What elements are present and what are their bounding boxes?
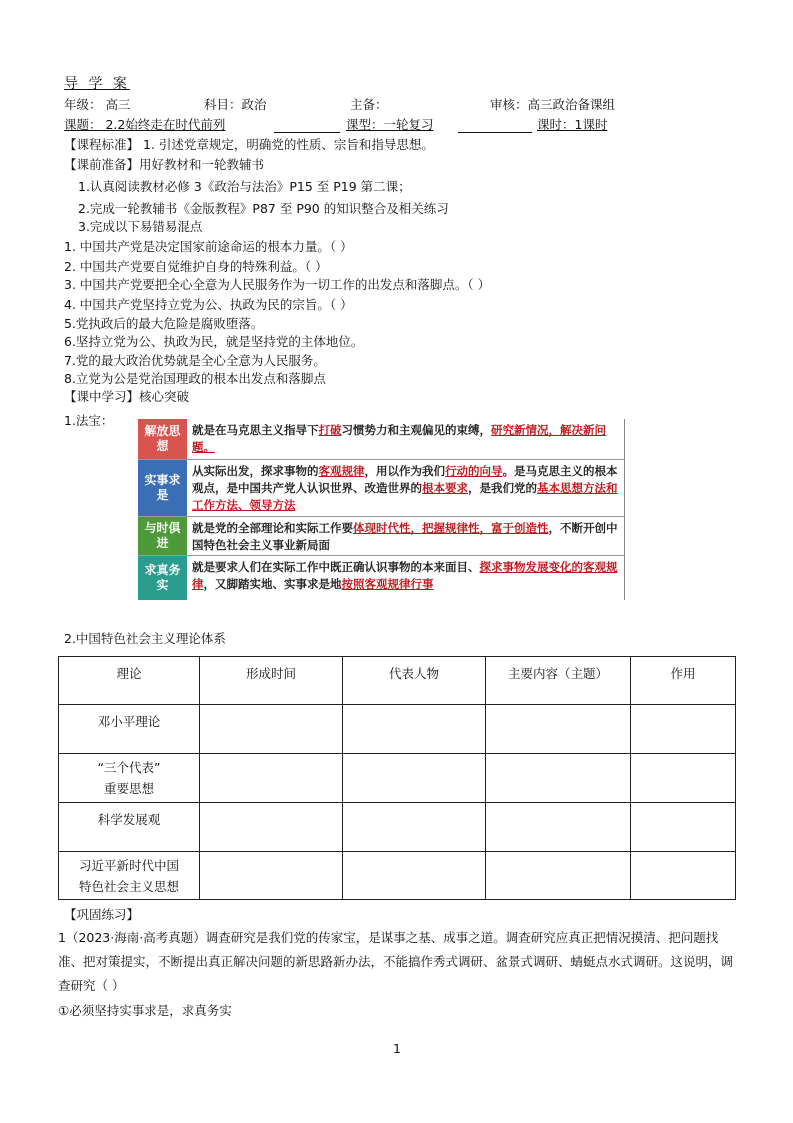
banner-tag: 与时俱进 — [138, 517, 187, 555]
judgment-item: 4. 中国共产党坚持立党为公、执政为民的宗旨。（ ） — [64, 297, 353, 312]
banner-tag: 求真务实 — [138, 556, 187, 600]
table-cell[interactable] — [631, 754, 736, 803]
col-header: 主要内容（主题） — [486, 657, 631, 705]
col-header: 理论 — [59, 657, 200, 705]
banner-tag: 实事求是 — [138, 460, 187, 516]
preparer-field: 主备： — [350, 97, 388, 112]
banner-tag: 解放思想 — [138, 419, 187, 459]
judgment-item: 3. 中国共产党要把全心全意为人民服务作为一切工作的出发点和落脚点。（ ） — [64, 277, 491, 292]
page-number: 1 — [393, 1041, 401, 1056]
table-cell[interactable] — [631, 803, 736, 852]
table-cell[interactable] — [200, 705, 343, 754]
study-item-1: 1.法宝： — [64, 413, 114, 428]
prep-label: 【课前准备】 — [64, 157, 140, 172]
course-standard — [64, 136, 434, 154]
judgment-item: 7.党的最大政治优势就是全心全意为人民服务。 — [64, 353, 326, 368]
study-item-2: 2.中国特色社会主义理论体系 — [64, 631, 226, 646]
col-header: 形成时间 — [200, 657, 343, 705]
prep-text: 用好教材和一轮教辅书 — [139, 157, 265, 172]
banner-row — [138, 556, 624, 600]
course-standard-label: 【课程标准】 — [64, 137, 140, 152]
table-cell[interactable] — [486, 754, 631, 803]
prep-item: 1.认真阅读教材必修 3《政治与法治》P15 至 P19 第二课； — [78, 179, 411, 194]
topic-field: 课题： 2.2始终走在时代前列 — [64, 117, 226, 132]
banner-row — [138, 419, 624, 460]
theory-name-cell: 习近平新时代中国 特色社会主义思想 — [59, 852, 200, 900]
banner-text: 就是在马克思主义指导下打破习惯势力和主观偏见的束缚，研究新情况，解决新问题。 — [192, 423, 606, 454]
theory-name-cell: 邓小平理论 — [59, 705, 200, 754]
table-row — [59, 852, 736, 900]
banner-text: 从实际出发，探求事物的客观规律，用以作为我们行动的向导。是马克思主义的根本观点，是中国共产党人认识世界、改造世界的根本要求，是我们党的基本思想方法和工作方法、领导方法 — [192, 464, 618, 512]
prep-item: 3.完成以下易错易混点 — [78, 219, 203, 234]
table-cell[interactable] — [486, 705, 631, 754]
banner-text: 就是党的全部理论和实际工作要体现时代性，把握规律性，富于创造性，不断开创中国特色社会主义事业新局面 — [192, 521, 618, 552]
judgment-item: 1. 中国共产党是决定国家前途命运的根本力量。（ ） — [64, 239, 353, 254]
practice-label: 【巩固练习】 — [64, 907, 140, 922]
study-label: 【课中学习】核心突破 — [64, 389, 190, 404]
table-cell[interactable] — [343, 705, 486, 754]
table-cell[interactable] — [631, 705, 736, 754]
theory-name-cell: 科学发展观 — [59, 803, 200, 852]
col-header: 代表人物 — [343, 657, 486, 705]
table-cell[interactable] — [343, 754, 486, 803]
judgment-item: 2. 中国共产党要自觉维护自身的特殊利益。（ ） — [64, 259, 328, 274]
reviewer-field: 审核：高三政治备课组 — [490, 97, 616, 112]
theory-system-table — [58, 656, 736, 900]
table-cell[interactable] — [631, 852, 736, 900]
prep-item: 2.完成一轮教辅书《金版教程》P87 至 P90 的知识整合及相关练习 — [78, 201, 449, 216]
table-header-row — [59, 657, 736, 705]
table-cell[interactable] — [486, 852, 631, 900]
table-row — [59, 705, 736, 754]
practice-question: 1（2023·海南·高考真题）调查研究是我们党的传家宝，是谋事之基、成事之道。调查研究应真正把情况摸清、把问题找准、把对策提实，不断提出真正解决问题的新思路新办法，不能搞作秀式调研、盆景式调研、蜻蜓点水式调研。这说明，调查研究（ ） — [58, 930, 734, 993]
table-cell[interactable] — [343, 852, 486, 900]
blank-line-1 — [274, 132, 340, 133]
magic-weapon-table — [138, 419, 625, 600]
banner-row — [138, 517, 624, 556]
banner-row — [138, 460, 624, 517]
doc-title: 导 学 案 — [64, 76, 130, 92]
table-cell[interactable] — [486, 803, 631, 852]
table-cell[interactable] — [200, 803, 343, 852]
banner-text: 就是要求人们在实际工作中既正确认识事物的本来面目、探求事物发展变化的客观规律，又脚踏实地、实事求是地按照客观规律行事 — [192, 560, 618, 591]
table-row — [59, 803, 736, 852]
table-cell[interactable] — [200, 754, 343, 803]
course-standard-text: 1. 引述党章规定，明确党的性质、宗旨和指导思想。 — [139, 137, 434, 152]
table-cell[interactable] — [343, 803, 486, 852]
judgment-item: 8.立党为公是党治国理政的根本出发点和落脚点 — [64, 371, 326, 386]
prep-section — [64, 156, 264, 174]
lesson-type-field: 课型：一轮复习 — [346, 117, 434, 132]
col-header: 作用 — [631, 657, 736, 705]
practice-option: ①必须坚持实事求是，求真务实 — [58, 1003, 232, 1018]
judgment-item: 5.党执政后的最大危险是腐败堕落。 — [64, 316, 264, 331]
subject-field: 科目：政治 — [204, 97, 267, 112]
blank-line-2 — [458, 132, 532, 133]
theory-name-cell: “三个代表” 重要思想 — [59, 754, 200, 803]
table-cell[interactable] — [200, 852, 343, 900]
hours-field: 课时：1课时 — [537, 117, 608, 132]
grade-field: 年级： 高三 — [64, 97, 131, 112]
judgment-item: 6.坚持立党为公、执政为民，就是坚持党的主体地位。 — [64, 334, 364, 349]
table-row — [59, 754, 736, 803]
